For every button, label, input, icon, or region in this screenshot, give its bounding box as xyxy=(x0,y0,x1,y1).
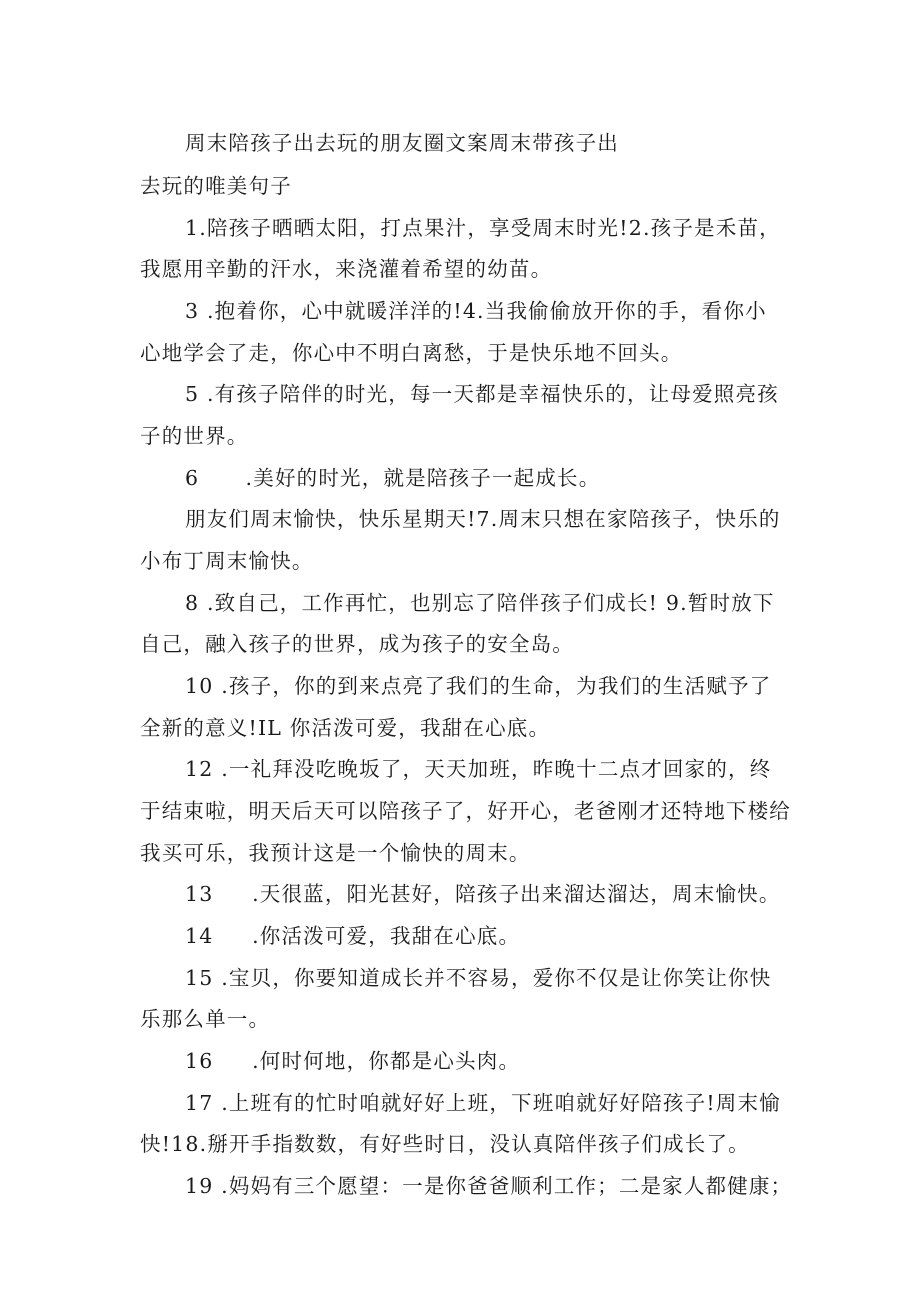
paragraph-line: 16 .何时何地，你都是心头肉。 xyxy=(185,1049,521,1073)
paragraph-line: 全新的意义!IL 你活泼可爱，我甜在心底。 xyxy=(140,716,551,740)
paragraph-line: 子的世界。 xyxy=(140,424,249,448)
paragraph-line: 我买可乐，我预计这是一个愉快的周末。 xyxy=(140,841,531,865)
paragraph-line: 朋友们周末愉快，快乐星期天!7.周末只想在家陪孩子，快乐的 xyxy=(185,507,781,531)
paragraph-line: 我愿用辛勤的汗水，来浇灌着希望的幼苗。 xyxy=(140,257,553,281)
paragraph-line: 心地学会了走，你心中不明白离愁，于是快乐地不回头。 xyxy=(140,341,683,365)
paragraph-line: 3 .抱着你，心中就暖洋洋的!4.当我偷偷放开你的手，看你小 xyxy=(185,299,767,323)
paragraph-line: 10 .孩子，你的到来点亮了我们的生命，为我们的生活赋予了 xyxy=(185,674,772,698)
paragraph-line: 小布丁周末愉快。 xyxy=(140,549,314,573)
paragraph-line: 17 .上班有的忙时咱就好好上班，下班咱就好好陪孩子!周末愉 xyxy=(185,1091,781,1115)
paragraph-line: 1.陪孩子晒晒太阳，打点果汁，享受周末时光!2.孩子是禾苗， xyxy=(185,216,781,240)
paragraph-line: 乐那么单一。 xyxy=(140,1007,271,1031)
paragraph-line: 12 .一礼拜没吃晚坂了，天天加班，昨晚十二点才回家的，终 xyxy=(185,757,772,781)
paragraph-line: 6 .美好的时光，就是陪孩子一起成长。 xyxy=(185,466,601,490)
paragraph-line: 14 .你活泼可爱，我甜在心底。 xyxy=(185,924,521,948)
paragraph-line: 快!18.掰开手指数数，有好些时日，没认真陪伴孩子们成长了。 xyxy=(140,1132,750,1156)
paragraph-line: 19 .妈妈有三个愿望：一是你爸爸顺利工作；二是家人都健康； xyxy=(185,1174,793,1198)
paragraph-line: 自己，融入孩子的世界，成为孩子的安全岛。 xyxy=(140,632,574,656)
paragraph-line: 于结束啦，明天后天可以陪孩子了，好开心，老爸刚才还特地下楼给 xyxy=(140,799,791,823)
paragraph-line: 13 .天很蓝，阳光甚好，陪孩子出来溜达溜达，周末愉快。 xyxy=(185,882,781,906)
paragraph-line: 5 .有孩子陪伴的时光，每一天都是幸福快乐的，让母爱照亮孩 xyxy=(185,382,779,406)
document-title-line-1: 周末陪孩子出去玩的朋友圈文案周末带孩子出 xyxy=(185,131,619,155)
paragraph-line: 8 .致自己，工作再忙，也别忘了陪伴孩子们成长! 9.暂时放下 xyxy=(185,591,775,615)
document-title-line-2: 去玩的唯美句子 xyxy=(140,174,292,198)
paragraph-line: 15 .宝贝，你要知道成长并不容易，爱你不仅是让你笑让你快 xyxy=(185,966,772,990)
